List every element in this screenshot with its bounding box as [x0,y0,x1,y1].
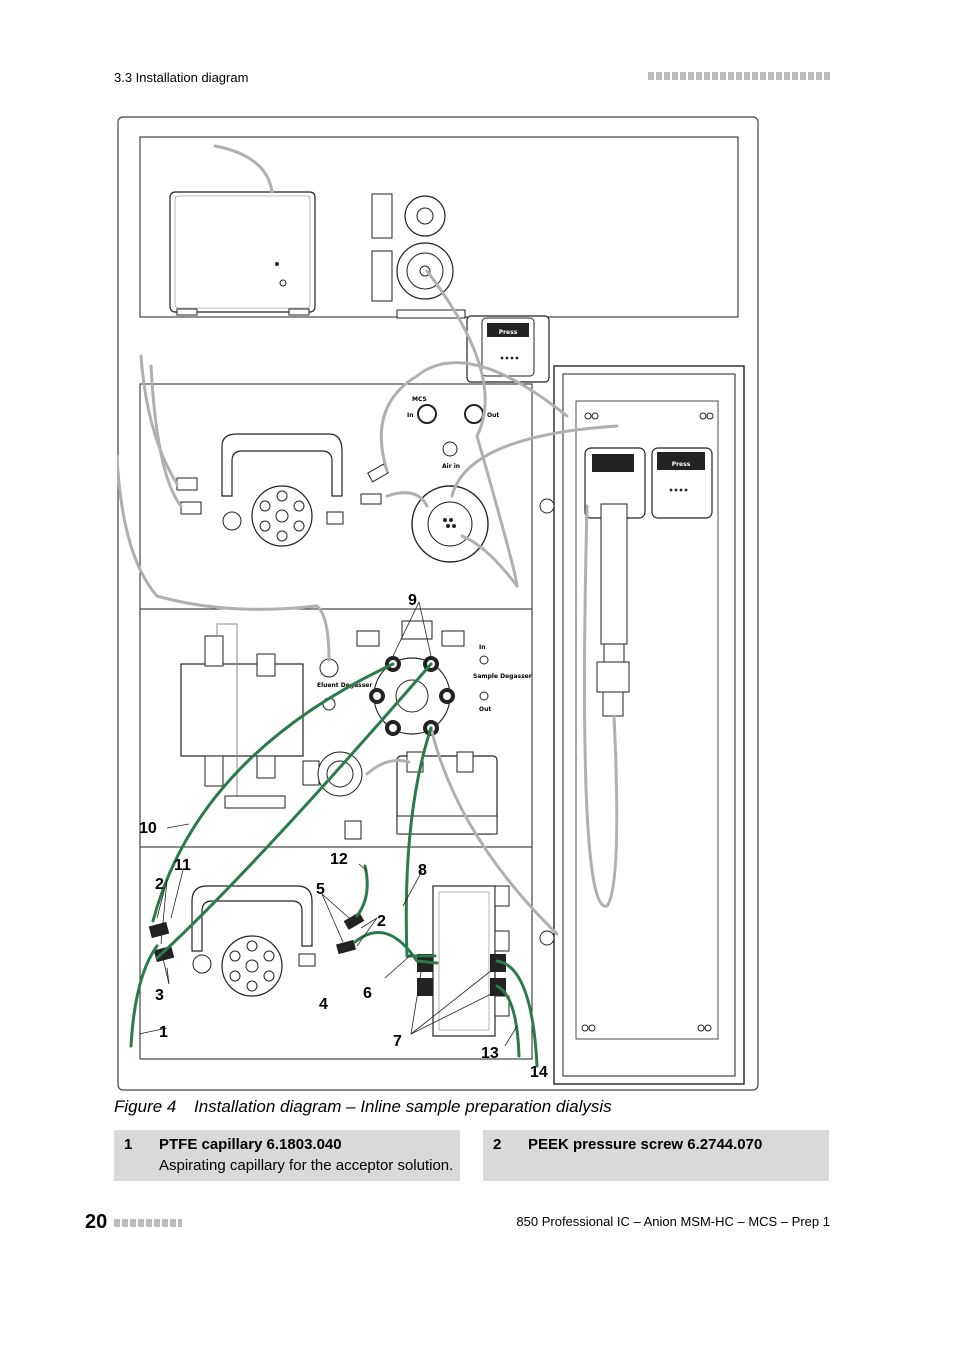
callout-6: 6 [363,985,372,1002]
right-column [540,366,744,1084]
press-label-top: Press [498,329,518,336]
figure-caption [114,1097,612,1117]
callout-12: 12 [330,851,348,868]
callout-9: 9 [408,592,417,609]
sample-degasser-label: Sample Degasser [473,673,532,680]
running-header-section: 3.3 Installation diagram [114,70,249,85]
callout-7: 7 [393,1033,402,1050]
figure-title: Installation diagram – Inline sample preparation dialysis [194,1097,612,1116]
sample-in-label: In [479,644,486,651]
callout-5: 5 [316,881,325,898]
callout-13: 13 [481,1045,499,1062]
callout-2b: 2 [377,913,386,930]
legend-number: 2 [493,1136,502,1153]
header-decoration [648,72,830,80]
detector-box [170,192,315,312]
legend-item-2 [483,1130,829,1181]
legend-title: PEEK pressure screw 6.2744.070 [528,1136,763,1153]
footer-decoration [114,1219,182,1227]
press-label-right: Press [671,461,691,468]
callout-3: 3 [155,987,164,1004]
figure-number: Figure 4 [114,1097,177,1116]
footer-doc-title: 850 Professional IC – Anion MSM-HC – MCS – Prep 1 [516,1214,830,1229]
legend-description: Aspirating capillary for the acceptor solution. [159,1157,454,1174]
sample-out-label: Out [479,706,492,713]
air-in-label: Air in [442,463,461,470]
legend-item-1 [114,1130,460,1181]
callout-2a: 2 [155,876,164,893]
callout-4: 4 [319,996,328,1013]
mcs-label: MCS [412,396,427,403]
page-number: 20 [85,1211,108,1233]
mcs-out-label: Out [487,412,500,419]
callout-10: 10 [139,820,157,837]
callout-11: 11 [174,857,191,874]
eluent-degasser-label: Eluent Degasser [317,682,373,689]
press-unit-top [467,316,549,382]
legend-number: 1 [124,1136,133,1153]
installation-diagram [117,116,759,1091]
callout-8: 8 [418,862,427,879]
legend-title: PTFE capillary 6.1803.040 [159,1136,342,1153]
mcs-in-label: In [407,412,414,419]
callout-1: 1 [159,1024,168,1041]
callout-14: 14 [530,1064,548,1081]
